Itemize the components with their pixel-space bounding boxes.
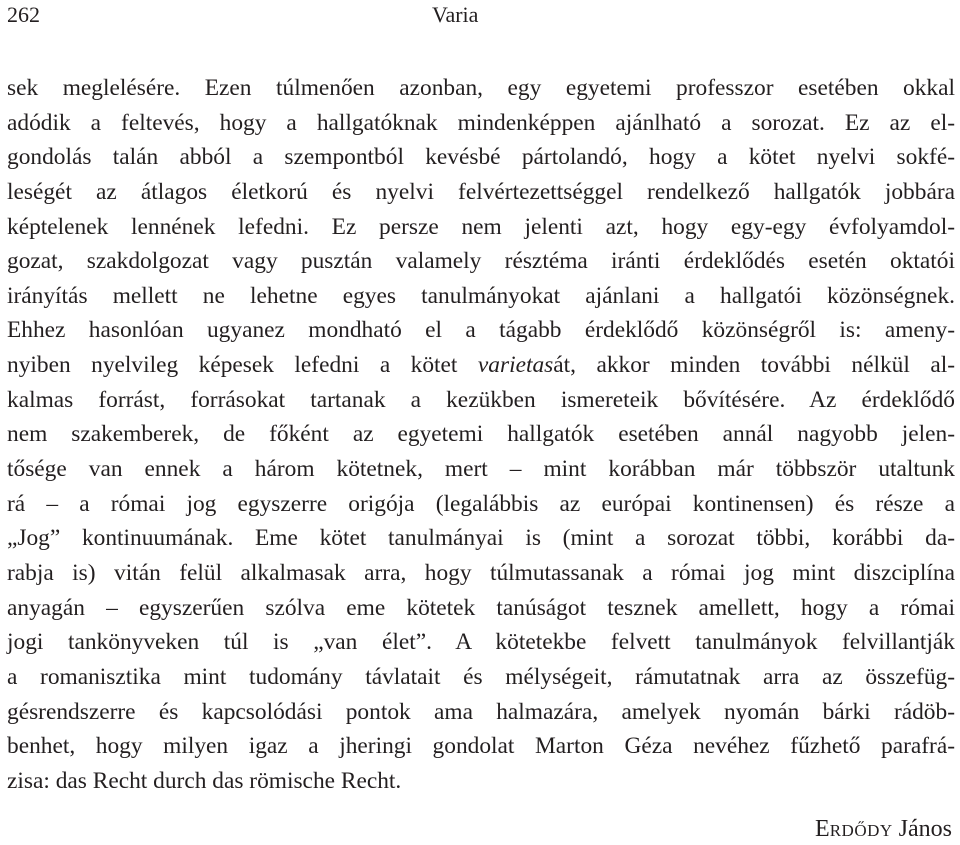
text-line (7, 556, 955, 591)
text-line (7, 106, 955, 141)
text-run: rabja is) vitán felül alkalmasak arra, hogy túlmutassanak a római jog mint diszciplína (7, 559, 955, 586)
text-run: gozat, szakdolgozat vagy pusztán valamely résztéma iránti érdeklődés esetén oktatói (7, 248, 955, 275)
text-run: leségét az átlagos életkorú és nyelvi felvértezettséggel rendelkező hallgatók jobbára (7, 178, 955, 205)
page-number: 262 (7, 2, 40, 27)
text-line (7, 175, 955, 210)
text-line (7, 210, 955, 245)
text-run: zisa: das Recht durch das römische Recht. (7, 767, 402, 794)
text-line (7, 695, 955, 730)
text-run: sek meglelésére. Ezen túlmenően azonban, egy egyetemi professzor esetében okkal (7, 75, 955, 101)
text-line (7, 348, 955, 383)
text-line (7, 729, 955, 764)
text-run: a romanisztika mint tudomány távlatait és mélységeit, rámutatnak arra az összefüg- (7, 663, 955, 690)
text-run: képtelenek lennének lefedni. Ez persze nem jelenti azt, hogy egy-egy évfolyamdol- (7, 213, 955, 240)
text-run: anyagán – egyszerűen szólva eme kötetek tanúságot tesznek amellett, hogy a római (7, 594, 955, 621)
text-run: gondolás talán abból a szempontból kevésbé pártolandó, hogy a kötet nyelvi sokfé- (7, 144, 955, 171)
text-run: benhet, hogy milyen igaz a jheringi gondolat Marton Géza nevéhez fűzhető parafrá- (7, 733, 955, 760)
text-line (7, 244, 955, 279)
text-line (7, 313, 955, 348)
running-head: Varia (432, 2, 479, 27)
text-run: nem szakemberek, de főként az egyetemi hallgatók esetében annál nagyobb jelen- (7, 421, 955, 448)
text-line (7, 521, 955, 556)
text-run: „Jog” kontinuumának. Eme kötet tanulmányai is (mint a sorozat többi, korábbi da- (7, 525, 955, 552)
text-line (7, 452, 955, 487)
text-run: Ehhez hasonlóan ugyanez mondható el a tágabb érdeklődő közönségről is: ameny- (7, 317, 955, 344)
body-paragraph (7, 71, 955, 798)
text-run: kalmas forrást, forrásokat tartanak a kezükben ismereteik bővítésére. Az érdeklődő (7, 386, 955, 413)
text-line (7, 591, 955, 626)
text-line (7, 71, 955, 106)
text-run: gésrendszerre és kapcsolódási pontok ama halmazára, amelyek nyomán bárki rádöb- (7, 698, 955, 725)
author-signature (815, 815, 952, 845)
author-given-name: János (898, 816, 952, 842)
italic-term: varietas (477, 352, 554, 379)
text-line (7, 625, 955, 660)
text-run: tősége van ennek a három kötetnek, mert – mint korábban már többször utaltunk (7, 456, 955, 483)
page-header (0, 0, 960, 36)
text-run: át, akkor minden további nélkül al- (553, 352, 955, 379)
text-run: jogi tankönyveken túl is „van élet”. A kötetekbe felvett tanulmányok felvillantják (7, 629, 955, 656)
text-line (7, 487, 955, 522)
text-line (7, 279, 955, 314)
text-run: irányítás mellett ne lehetne egyes tanulmányokat ajánlani a hallgatói közönségnek. (7, 282, 955, 309)
text-run: nyiben nyelvileg képesek lefedni a kötet (7, 352, 478, 379)
text-run: rá – a római jog egyszerre origója (legalábbis az európai kontinensen) és része a (7, 490, 955, 517)
text-line (7, 417, 955, 452)
text-line (7, 140, 955, 175)
text-run: adódik a feltevés, hogy a hallgatóknak mindenképpen ajánlható a sorozat. Ez az el- (7, 109, 955, 136)
text-line (7, 764, 955, 799)
text-line (7, 660, 955, 695)
text-line (7, 383, 955, 418)
author-surname: ERDŐDY (815, 816, 893, 842)
